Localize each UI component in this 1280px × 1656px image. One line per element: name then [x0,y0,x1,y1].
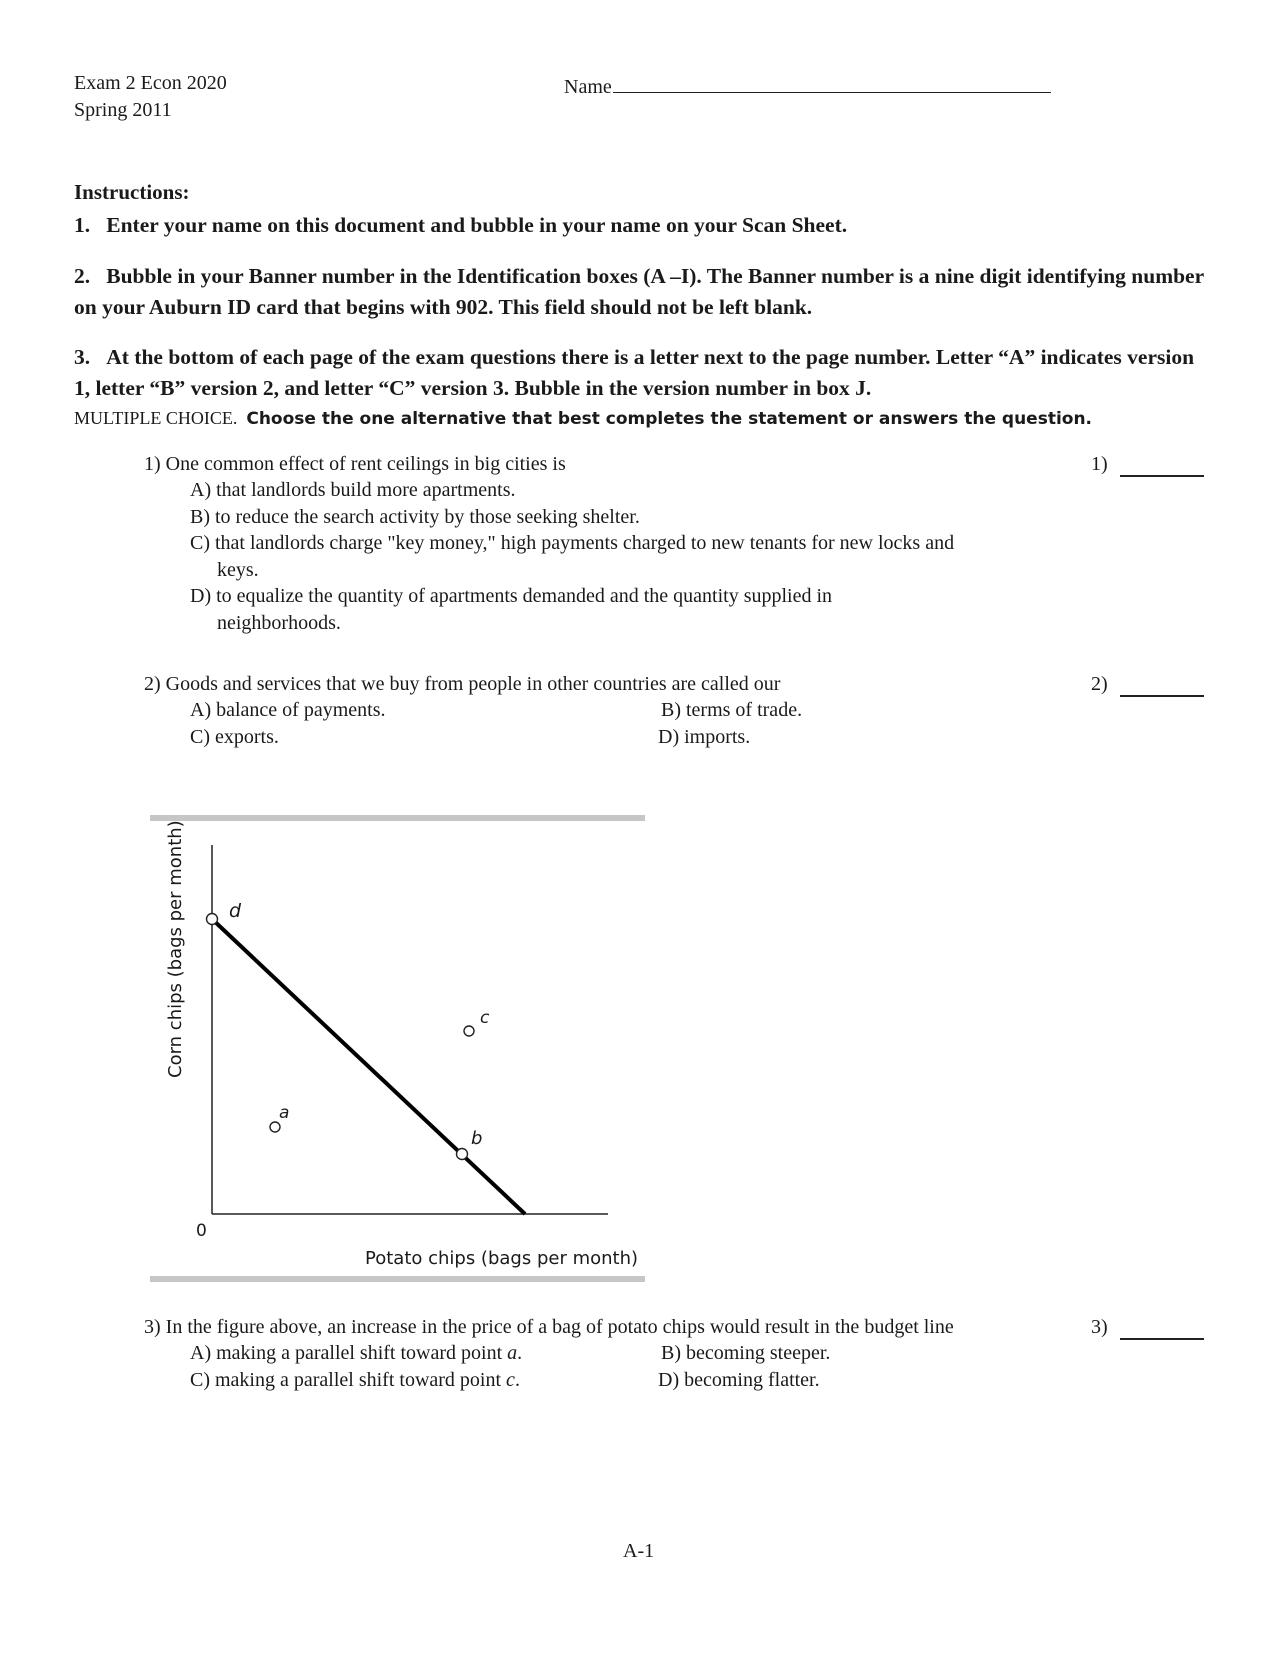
question-1-option-d: D) to equalize the quantity of apartments demanded and the quantity supplied in [190,585,833,607]
question-3-answer-blank[interactable] [1120,1338,1204,1340]
section-heading-rest: Choose the one alternative that best completes the statement or answers the question. [246,409,1093,429]
question-1-option-d-cont: neighborhoods. [217,612,341,634]
point-c-label: c [480,1008,490,1028]
term-label: Spring 2011 [74,99,172,121]
point-a-label: a [279,1103,290,1123]
y-axis-label: Corn chips (bags per month) [165,820,186,1078]
instruction-3-text: At the bottom of each page of the exam questions there is a letter next to the page number. Letter “A” indicates version 1, letter “B” version 2, and letter “C” version 3. Bubble in the version number in box J. [74,345,1195,400]
question-2-stem: 2) Goods and services that we buy from people in other countries are called our [144,673,781,695]
question-3-option-d: D) becoming flatter. [658,1369,820,1391]
budget-line [212,919,525,1214]
page-number: A-1 [623,1540,655,1562]
question-1-option-b: B) to reduce the search activity by those seeking shelter. [190,506,640,528]
instruction-1-text: Enter your name on this document and bubble in your name on your Scan Sheet. [106,213,848,237]
instruction-1-number: 1. [74,213,91,237]
figure-bottom-rule [150,1276,645,1282]
point-b-label: b [471,1128,483,1149]
x-axis-label: Potato chips (bags per month) [365,1248,639,1269]
point-c-marker [464,1026,474,1036]
point-a-marker [270,1122,280,1132]
question-3-stem: 3) In the figure above, an increase in the price of a bag of potato chips would result in the budget line [144,1316,954,1338]
question-1-option-c: C) that landlords charge "key money," high payments charged to new tenants for new locks and [190,532,955,554]
question-3-option-c-suffix: . [514,1369,520,1391]
question-3-option-c-text: C) making a parallel shift toward point [190,1369,502,1391]
point-d-marker [207,914,218,925]
question-2-answer-label: 2) [1091,673,1108,695]
question-3-option-c [190,1369,520,1392]
question-2-option-b: B) terms of trade. [661,699,803,721]
question-3-option-a-suffix: . [517,1342,523,1364]
question-3-option-b: B) becoming steeper. [661,1342,831,1364]
name-label: Name [564,76,612,98]
question-2-option-c: C) exports. [190,726,279,748]
course-title: Exam 2 Econ 2020 [74,72,227,94]
instruction-2-number: 2. [74,264,91,288]
question-3-option-a-point: a [507,1342,518,1364]
instruction-2-text: Bubble in your Banner number in the Identification boxes (A –I). The Banner number is a nine digit identifying number on your Auburn ID card that begins with 902. This field should not be left blank. [74,264,1204,319]
question-3-option-a-text: A) making a parallel shift toward point [190,1342,503,1364]
question-3-option-c-point: c [506,1369,515,1391]
point-b-marker [457,1149,468,1160]
point-d-label: d [229,900,242,922]
question-3-answer-label: 3) [1091,1316,1108,1338]
question-1-answer-label: 1) [1091,453,1108,475]
section-heading-lead: MULTIPLE CHOICE. [74,408,238,428]
question-2-option-a: A) balance of payments. [190,699,386,721]
instruction-3-number: 3. [74,345,91,369]
question-1-stem: 1) One common effect of rent ceilings in big cities is [144,453,566,475]
question-1-option-c-cont: keys. [217,559,259,581]
question-2-option-d: D) imports. [658,726,751,748]
origin-label: 0 [196,1221,207,1241]
instructions-title: Instructions: [74,180,190,204]
question-1-option-a: A) that landlords build more apartments. [190,479,516,501]
question-3-option-a [190,1342,522,1365]
